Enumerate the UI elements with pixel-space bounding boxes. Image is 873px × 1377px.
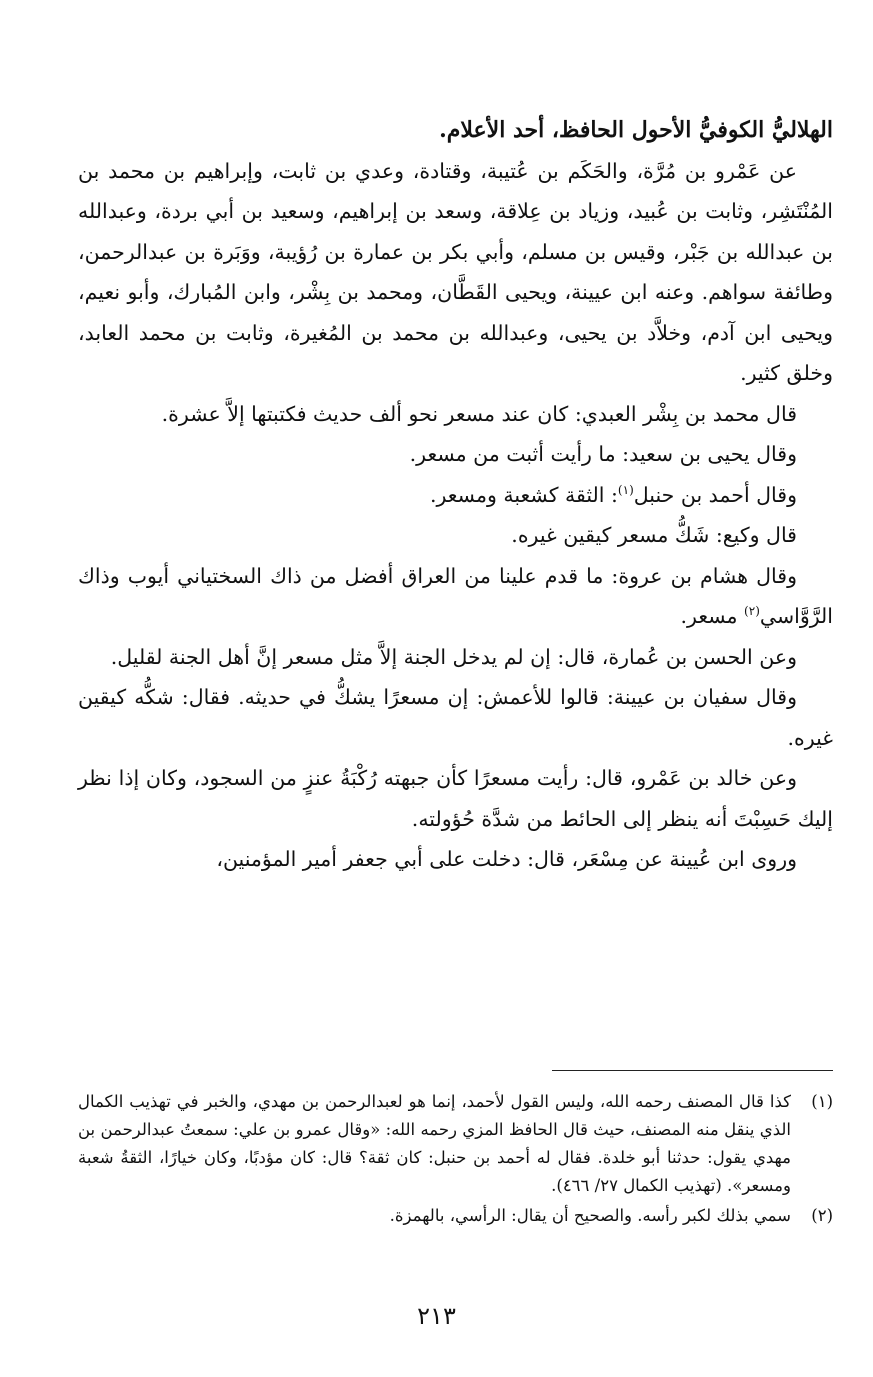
main-text [78, 110, 833, 880]
hisham-quote-start: وقال هشام بن عروة: ما قدم علينا من العراق أفضل من ذاك السختياني أيوب وذاك الرَّوَّاسي [78, 563, 833, 628]
paragraph-yahya: وقال يحيى بن سعيد: ما رأيت أثبت من مسعر. [409, 442, 797, 466]
paragraph-ahmad [78, 475, 833, 516]
paragraph-hasan: وعن الحسن بن عُمارة، قال: إن لم يدخل الجنة إلاَّ مثل مسعر إنَّ أهل الجنة لقليل. [110, 644, 797, 669]
entry-heading: الهلاليُّ الكوفيُّ الأحول الحافظ، أحد الأعلام. [439, 117, 833, 143]
footnote-1 [78, 1088, 833, 1200]
footnote-text: كذا قال المصنف رحمه الله، وليس القول لأحمد، إنما هو لعبدالرحمن بن مهدي، والخبر في تهذيب الكمال الذي ينقل منه المصنف، حيث قال الحافظ المزي رحمه الله: «وقال عمرو بن علي: سمعتُ عبدالرحمن بن مهدي يقول: حدثنا أبو خلدة. فقال له أحمد بن حنبل: كان ثقة؟ قال: كان مؤدبًا، وكان خيارًا، الثقةُ شعبة ومسعر». (تهذيب الكمال ٢٧/ ٤٦٦). [78, 1092, 791, 1195]
paragraph-bishr: قال محمد بن بِشْر العبدي: كان عند مسعر نحو ألف حديث فكتبتها إلاَّ عشرة. [161, 401, 797, 426]
footnote-ref-2: (٢) [744, 604, 760, 619]
footnote-number: (٢) [811, 1206, 833, 1225]
hisham-quote-end: مسعر. [680, 604, 745, 628]
footnotes [78, 1088, 833, 1232]
footnote-separator [552, 1070, 833, 1071]
paragraph-hisham [78, 556, 833, 637]
footnote-number: (١) [811, 1092, 833, 1111]
footnote-2 [78, 1202, 833, 1230]
paragraph-narrators: عن عَمْرو بن مُرَّة، والحَكَم بن عُتيبة، وقتادة، وعدي بن ثابت، وإبراهيم بن محمد بن المُنْتَشِر، وثابت بن عُبيد، وزياد بن عِلاقة، وسعد بن إبراهيم، وسعيد بن أبي بردة، وعبدالله بن عبدالله بن جَبْر، وقيس بن مسلم، وأبي بكر بن عمارة بن رُؤيبة، ووَبَرة بن عبدالرحمن، وطائفة سواهم. وعنه ابن عيينة، ويحيى القَطَّان، ومحمد بن بِشْر، وابن المُبارك، وأبو نعيم، ويحيى ابن آدم، وخلاَّد بن يحيى، وعبدالله بن محمد بن المُغيرة، وثابت بن محمد العابد، وخلق كثير. [78, 158, 833, 385]
paragraph-sufyan: وقال سفيان بن عيينة: قالوا للأعمش: إن مسعرًا يشكُّ في حديثه. فقال: شكُّه كيقين غيره. [78, 685, 833, 750]
ahmad-quote-start: وقال أحمد بن حنبل [633, 482, 797, 507]
footnote-ref-1: (١) [617, 482, 634, 497]
paragraph-waki: قال وكيع: شَكُّ مسعر كيقين غيره. [511, 523, 797, 547]
paragraph-khalid: وعن خالد بن عَمْرو، قال: رأيت مسعرًا كأن جبهته رُكْبَةُ عنزٍ من السجود، وكان إذا نظر إليك حَسِبْتَ أنه ينظر إلى الحائط من شدَّة حُؤولته. [78, 766, 833, 831]
ahmad-quote-end: : الثقة كشعبة ومسعر. [429, 482, 618, 507]
paragraph-ibn-uyayna: وروى ابن عُيينة عن مِسْعَر، قال: دخلت على أبي جعفر أمير المؤمنين، [216, 847, 797, 871]
page-number: ٢١٣ [417, 1302, 456, 1330]
footnote-text: سمي بذلك لكبر رأسه. والصحيح أن يقال: الرأسي، بالهمزة. [389, 1206, 791, 1225]
